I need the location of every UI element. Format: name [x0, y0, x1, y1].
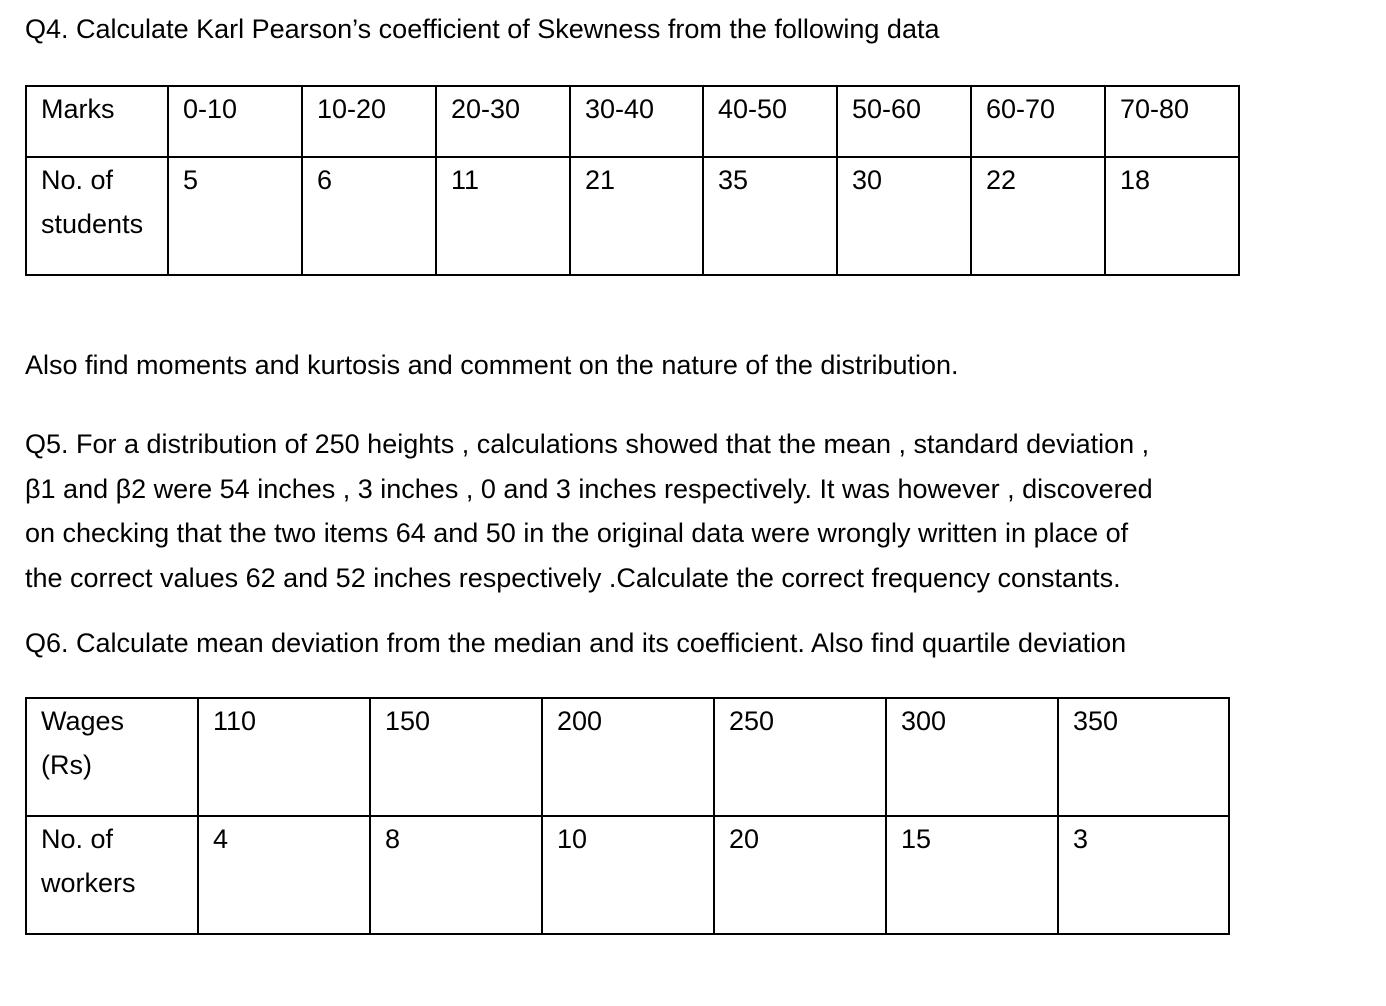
- wage-value-cell: 200: [542, 698, 714, 816]
- marks-header-cell: Marks: [26, 86, 168, 157]
- q4-comment-text: Also find moments and kurtosis and comment on the nature of the distribution.: [25, 350, 959, 380]
- students-count-cell: 22: [971, 157, 1105, 275]
- wage-value-cell: 110: [198, 698, 370, 816]
- q5-line: the correct values 62 and 52 inches respectively .Calculate the correct frequency constants.: [25, 563, 1121, 594]
- marks-class-cell: 60-70: [971, 86, 1105, 157]
- workers-count-cell: 10: [542, 816, 714, 934]
- workers-count-cell: 20: [714, 816, 886, 934]
- students-count-cell: 6: [302, 157, 436, 275]
- students-count-cell: 5: [168, 157, 302, 275]
- q5-question-paragraph: [25, 422, 1325, 601]
- marks-frequency-table: [25, 85, 1240, 276]
- workers-count-cell: 15: [886, 816, 1058, 934]
- marks-class-cell: 0-10: [168, 86, 302, 157]
- q5-line: β1 and β2 were 54 inches , 3 inches , 0 and 3 inches respectively. It was however , discovered: [25, 473, 1153, 504]
- wages-workers-table: [25, 697, 1230, 935]
- students-count-cell: 30: [837, 157, 971, 275]
- wage-value-cell: 250: [714, 698, 886, 816]
- marks-class-cell: 20-30: [436, 86, 570, 157]
- students-header-cell: No. of students: [26, 157, 168, 275]
- workers-count-cell: 4: [198, 816, 370, 934]
- workers-row: [26, 816, 1229, 934]
- marks-class-cell: 50-60: [837, 86, 971, 157]
- wage-value-cell: 150: [370, 698, 542, 816]
- marks-class-cell: 10-20: [302, 86, 436, 157]
- workers-header-cell: No. of workers: [26, 816, 198, 934]
- marks-class-cell: 70-80: [1105, 86, 1239, 157]
- wage-value-cell: 300: [886, 698, 1058, 816]
- workers-count-cell: 8: [370, 816, 542, 934]
- q4-question-title: Q4. Calculate Karl Pearson’s coefficient of Skewness from the following data: [25, 14, 940, 44]
- students-row: [26, 157, 1239, 275]
- q5-line: Q5. For a distribution of 250 heights , calculations showed that the mean , standard deviation ,: [25, 429, 1150, 459]
- marks-class-cell: 40-50: [703, 86, 837, 157]
- students-count-cell: 35: [703, 157, 837, 275]
- students-count-cell: 11: [436, 157, 570, 275]
- wages-header-cell: Wages (Rs): [26, 698, 198, 816]
- marks-row: [26, 86, 1239, 157]
- q6-question-title: Q6. Calculate mean deviation from the median and its coefficient. Also find quartile deviation: [25, 628, 1127, 658]
- wage-value-cell: 350: [1058, 698, 1229, 816]
- marks-class-cell: 30-40: [570, 86, 703, 157]
- students-count-cell: 21: [570, 157, 703, 275]
- workers-count-cell: 3: [1058, 816, 1229, 934]
- q5-line: on checking that the two items 64 and 50 in the original data were wrongly written in place of: [25, 518, 1129, 549]
- students-count-cell: 18: [1105, 157, 1239, 275]
- wages-row: [26, 698, 1229, 816]
